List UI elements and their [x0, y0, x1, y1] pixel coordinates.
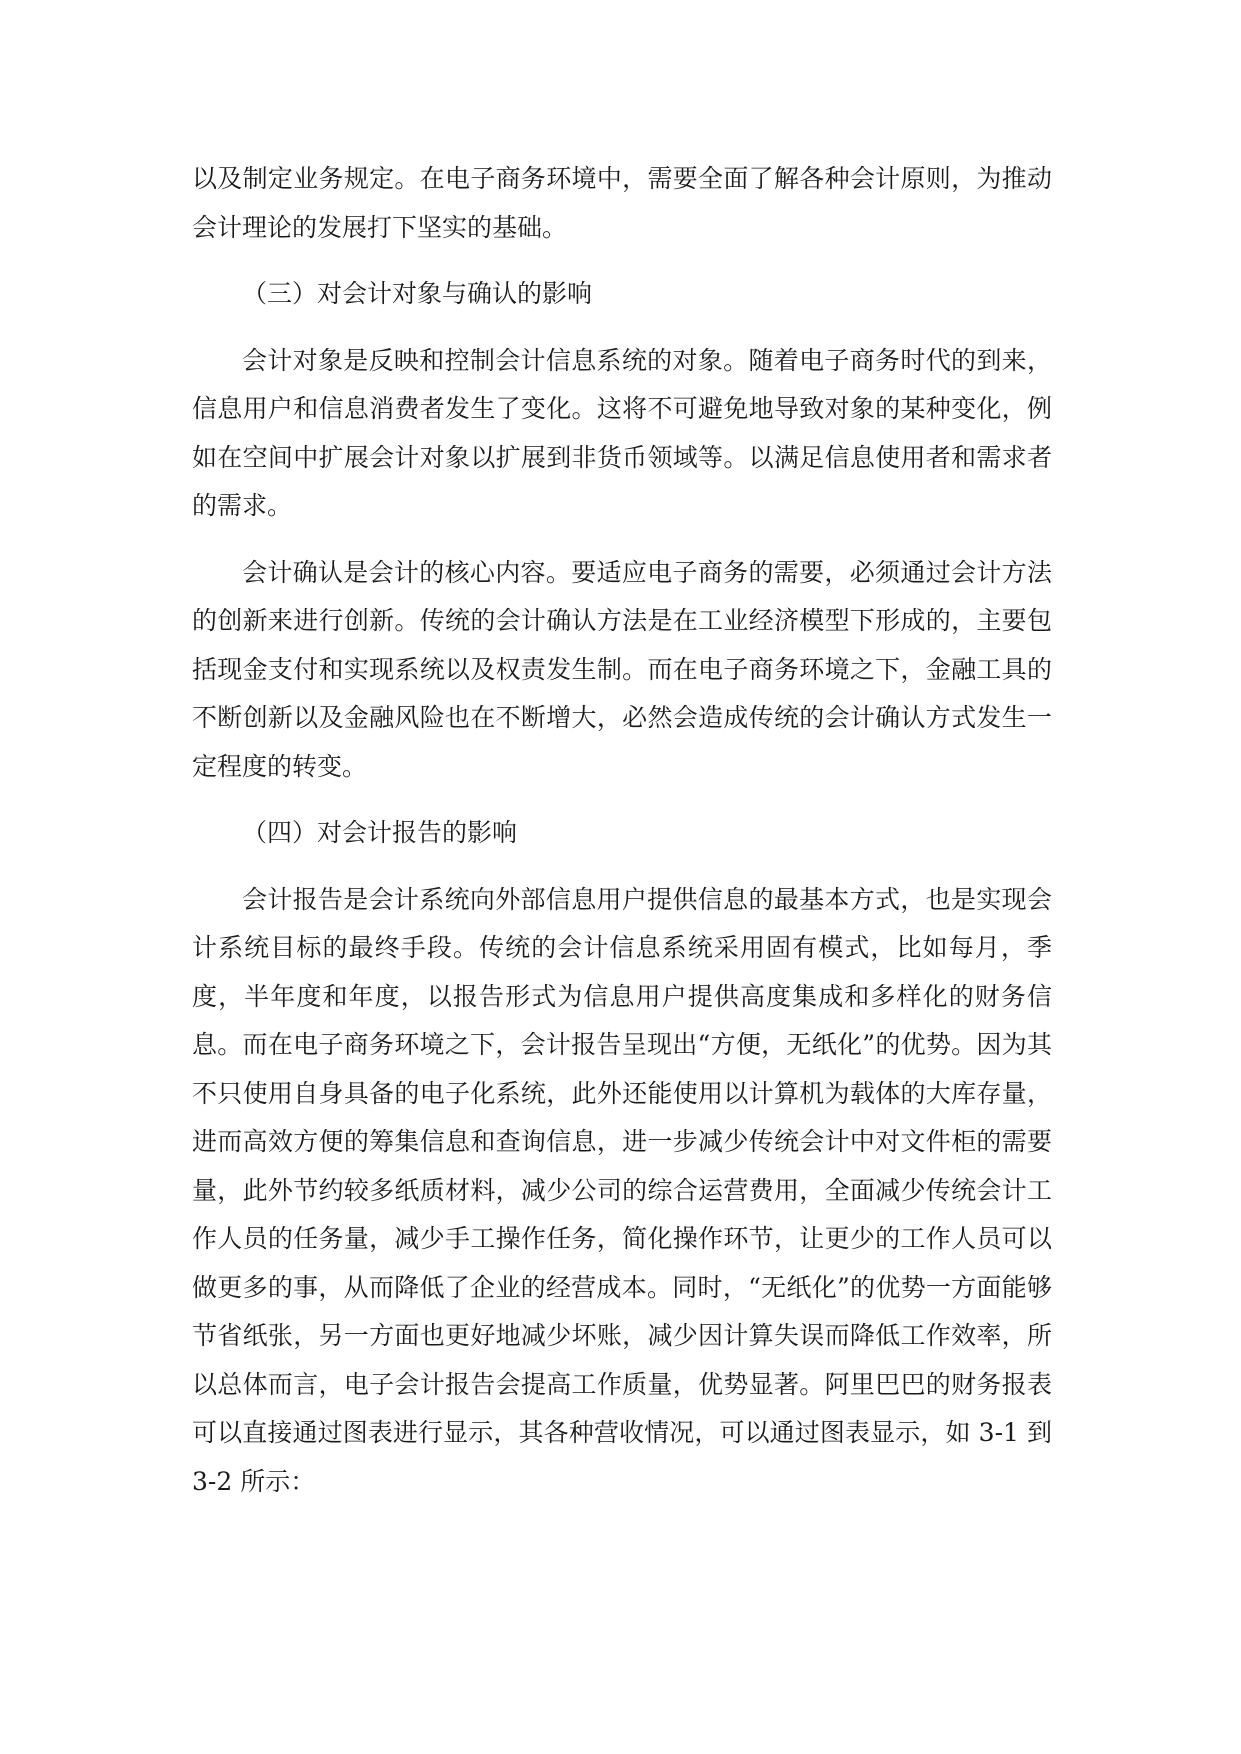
paragraph-accounting-confirmation: 会计确认是会计的核心内容。要适应电子商务的需要，必须通过会计方法的创新来进行创新。传统的会计确认方法是在工业经济模型下形成的，主要包括现金支付和实现系统以及权责发生制。而在电子商务环境之下，金融工具的不断创新以及金融风险也在不断增大，必然会造成传统的会计确认方式发生一定程度的转变。: [192, 557, 1052, 781]
paragraph-continued: 以及制定业务规定。在电子商务环境中，需要全面了解各种会计原则，为推动会计理论的发展打下坚实的基础。: [192, 164, 1052, 242]
section-heading-4: （四）对会计报告的影响: [242, 818, 518, 847]
section-heading-3: （三）对会计对象与确认的影响: [242, 279, 593, 308]
document-body: [192, 155, 1052, 1524]
paragraph-accounting-report: 会计报告是会计系统向外部信息用户提供信息的最基本方式，也是实现会计系统目标的最终手段。传统的会计信息系统采用固有模式，比如每月，季度，半年度和年度，以报告形式为信息用户提供高度集成和多样化的财务信息。而在电子商务环境之下，会计报告呈现出“方便，无纸化”的优势。因为其不只使用自身具备的电子化系统，此外还能使用以计算机为载体的大库存量，进而高效方便的筹集信息和查询信息，进一步减少传统会计中对文件柜的需要量，此外节约较多纸质材料，减少公司的综合运营费用，全面减少传统会计工作人员的任务量，减少手工操作任务，简化操作环节，让更少的工作人员可以做更多的事，从而降低了企业的经营成本。同时，“无纸化”的优势一方面能够节省纸张，另一方面也更好地减少坏账，减少因计算失误而降低工作效率，所以总体而言，电子会计报告会提高工作质量，优势显著。阿里巴巴的财务报表可以直接通过图表进行显示，其各种营收情况，可以通过图表显示，如 3-1 到 3-2 所示：: [192, 884, 1052, 1496]
paragraph-accounting-object: 会计对象是反映和控制会计信息系统的对象。随着电子商务时代的到来，信息用户和信息消费者发生了变化。这将不可避免地导致对象的某种变化，例如在空间中扩展会计对象以扩展到非货币领域等。以满足信息使用者和需求者的需求。: [192, 345, 1052, 520]
